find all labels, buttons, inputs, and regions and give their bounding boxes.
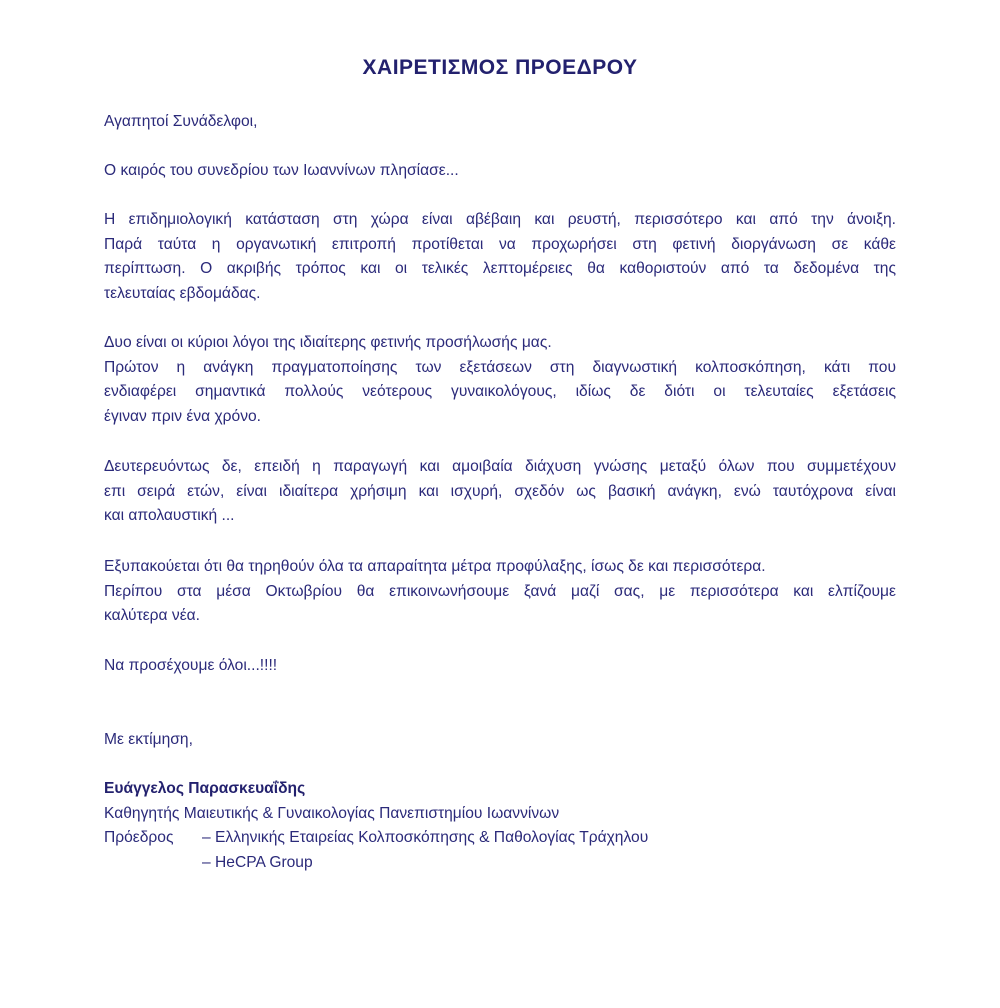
paragraph-line: Δευτερευόντως δε, επειδή η παραγωγή και αμοιβαία διάχυση γνώσης μεταξύ όλων που συμμετέχουν bbox=[104, 458, 896, 475]
paragraph-line: Εξυπακούεται ότι θα τηρηθούν όλα τα απαραίτητα μέτρα προφύλαξης, ίσως δε και περισσότερα. bbox=[104, 558, 766, 575]
paragraph-line: Πρώτον η ανάγκη πραγματοποίησης των εξετάσεων στη διαγνωστική κολποσκόπηση, κάτι που bbox=[104, 358, 896, 376]
signature-role-row bbox=[104, 851, 896, 876]
paragraph-line: Περίπου στα μέσα Οκτωβρίου θα επικοινωνήσουμε ξανά μαζί σας, με περισσότερα και ελπίζουμε bbox=[104, 582, 896, 600]
signature-role-row bbox=[104, 826, 896, 851]
signature-name: Ευάγγελος Παρασκευαΐδης bbox=[104, 780, 306, 797]
intro-line: Ο καιρός του συνεδρίου των Ιωαννίνων πλησίασε... bbox=[104, 162, 459, 179]
paragraph-3 bbox=[104, 455, 896, 529]
paragraph-2 bbox=[104, 331, 896, 429]
paragraph-line: τελευταίας εβδομάδας. bbox=[104, 284, 261, 302]
paragraph-line: έγιναν πριν ένα χρόνο. bbox=[104, 407, 262, 425]
paragraph-line: ενδιαφέρει σημαντικά πολλούς νεότερους γυναικολόγους, ιδίως δε διότι οι τελευταίες εξετάσεις bbox=[104, 383, 896, 400]
signature-role: – HeCPA Group bbox=[202, 853, 313, 871]
paragraph-line: Η επιδημιολογική κατάσταση στη χώρα είναι αβέβαιη και ρευστή, περισσότερο και από την άνοιξη. bbox=[104, 211, 896, 228]
closing-exclaim: Να προσέχουμε όλοι...!!!! bbox=[104, 657, 278, 674]
signature-block bbox=[104, 777, 896, 875]
greeting: Αγαπητοί Συνάδελφοι, bbox=[104, 113, 258, 130]
signature-role-label: Πρόεδρος bbox=[104, 829, 174, 846]
paragraph-line: επι σειρά ετών, είναι ιδιαίτερα χρήσιμη και ισχυρή, σχεδόν ως βασική ανάγκη, ενώ ταυτόχρονα είναι bbox=[104, 482, 896, 500]
signature-position: Καθηγητής Μαιευτικής & Γυναικολογίας Πανεπιστημίου Ιωαννίνων bbox=[104, 804, 560, 822]
paragraph-1 bbox=[104, 208, 896, 306]
signature-role-spacer bbox=[104, 851, 202, 876]
paragraph-line: περίπτωση. Ο ακριβής τρόπος και οι τελικές λεπτομέρειες θα καθοριστούν από τα δεδομένα της bbox=[104, 260, 896, 277]
sign-off: Με εκτίμηση, bbox=[104, 731, 193, 748]
paragraph-line: Παρά ταύτα η οργανωτική επιτροπή προτίθεται να προχωρήσει στη φετινή διοργάνωση σε κάθε bbox=[104, 235, 896, 253]
paragraph-line: και απολαυστική ... bbox=[104, 507, 235, 524]
paragraph-line: Δυο είναι οι κύριοι λόγοι της ιδιαίτερης φετινής προσήλωσής μας. bbox=[104, 334, 552, 351]
paragraph-line: καλύτερα νέα. bbox=[104, 607, 200, 624]
signature-role: – Ελληνικής Εταιρείας Κολποσκόπησης & Παθολογίας Τράχηλου bbox=[202, 829, 649, 846]
paragraph-4 bbox=[104, 555, 896, 629]
page-title: ΧΑΙΡΕΤΙΣΜΟΣ ΠΡΟΕΔΡΟΥ bbox=[362, 56, 638, 79]
